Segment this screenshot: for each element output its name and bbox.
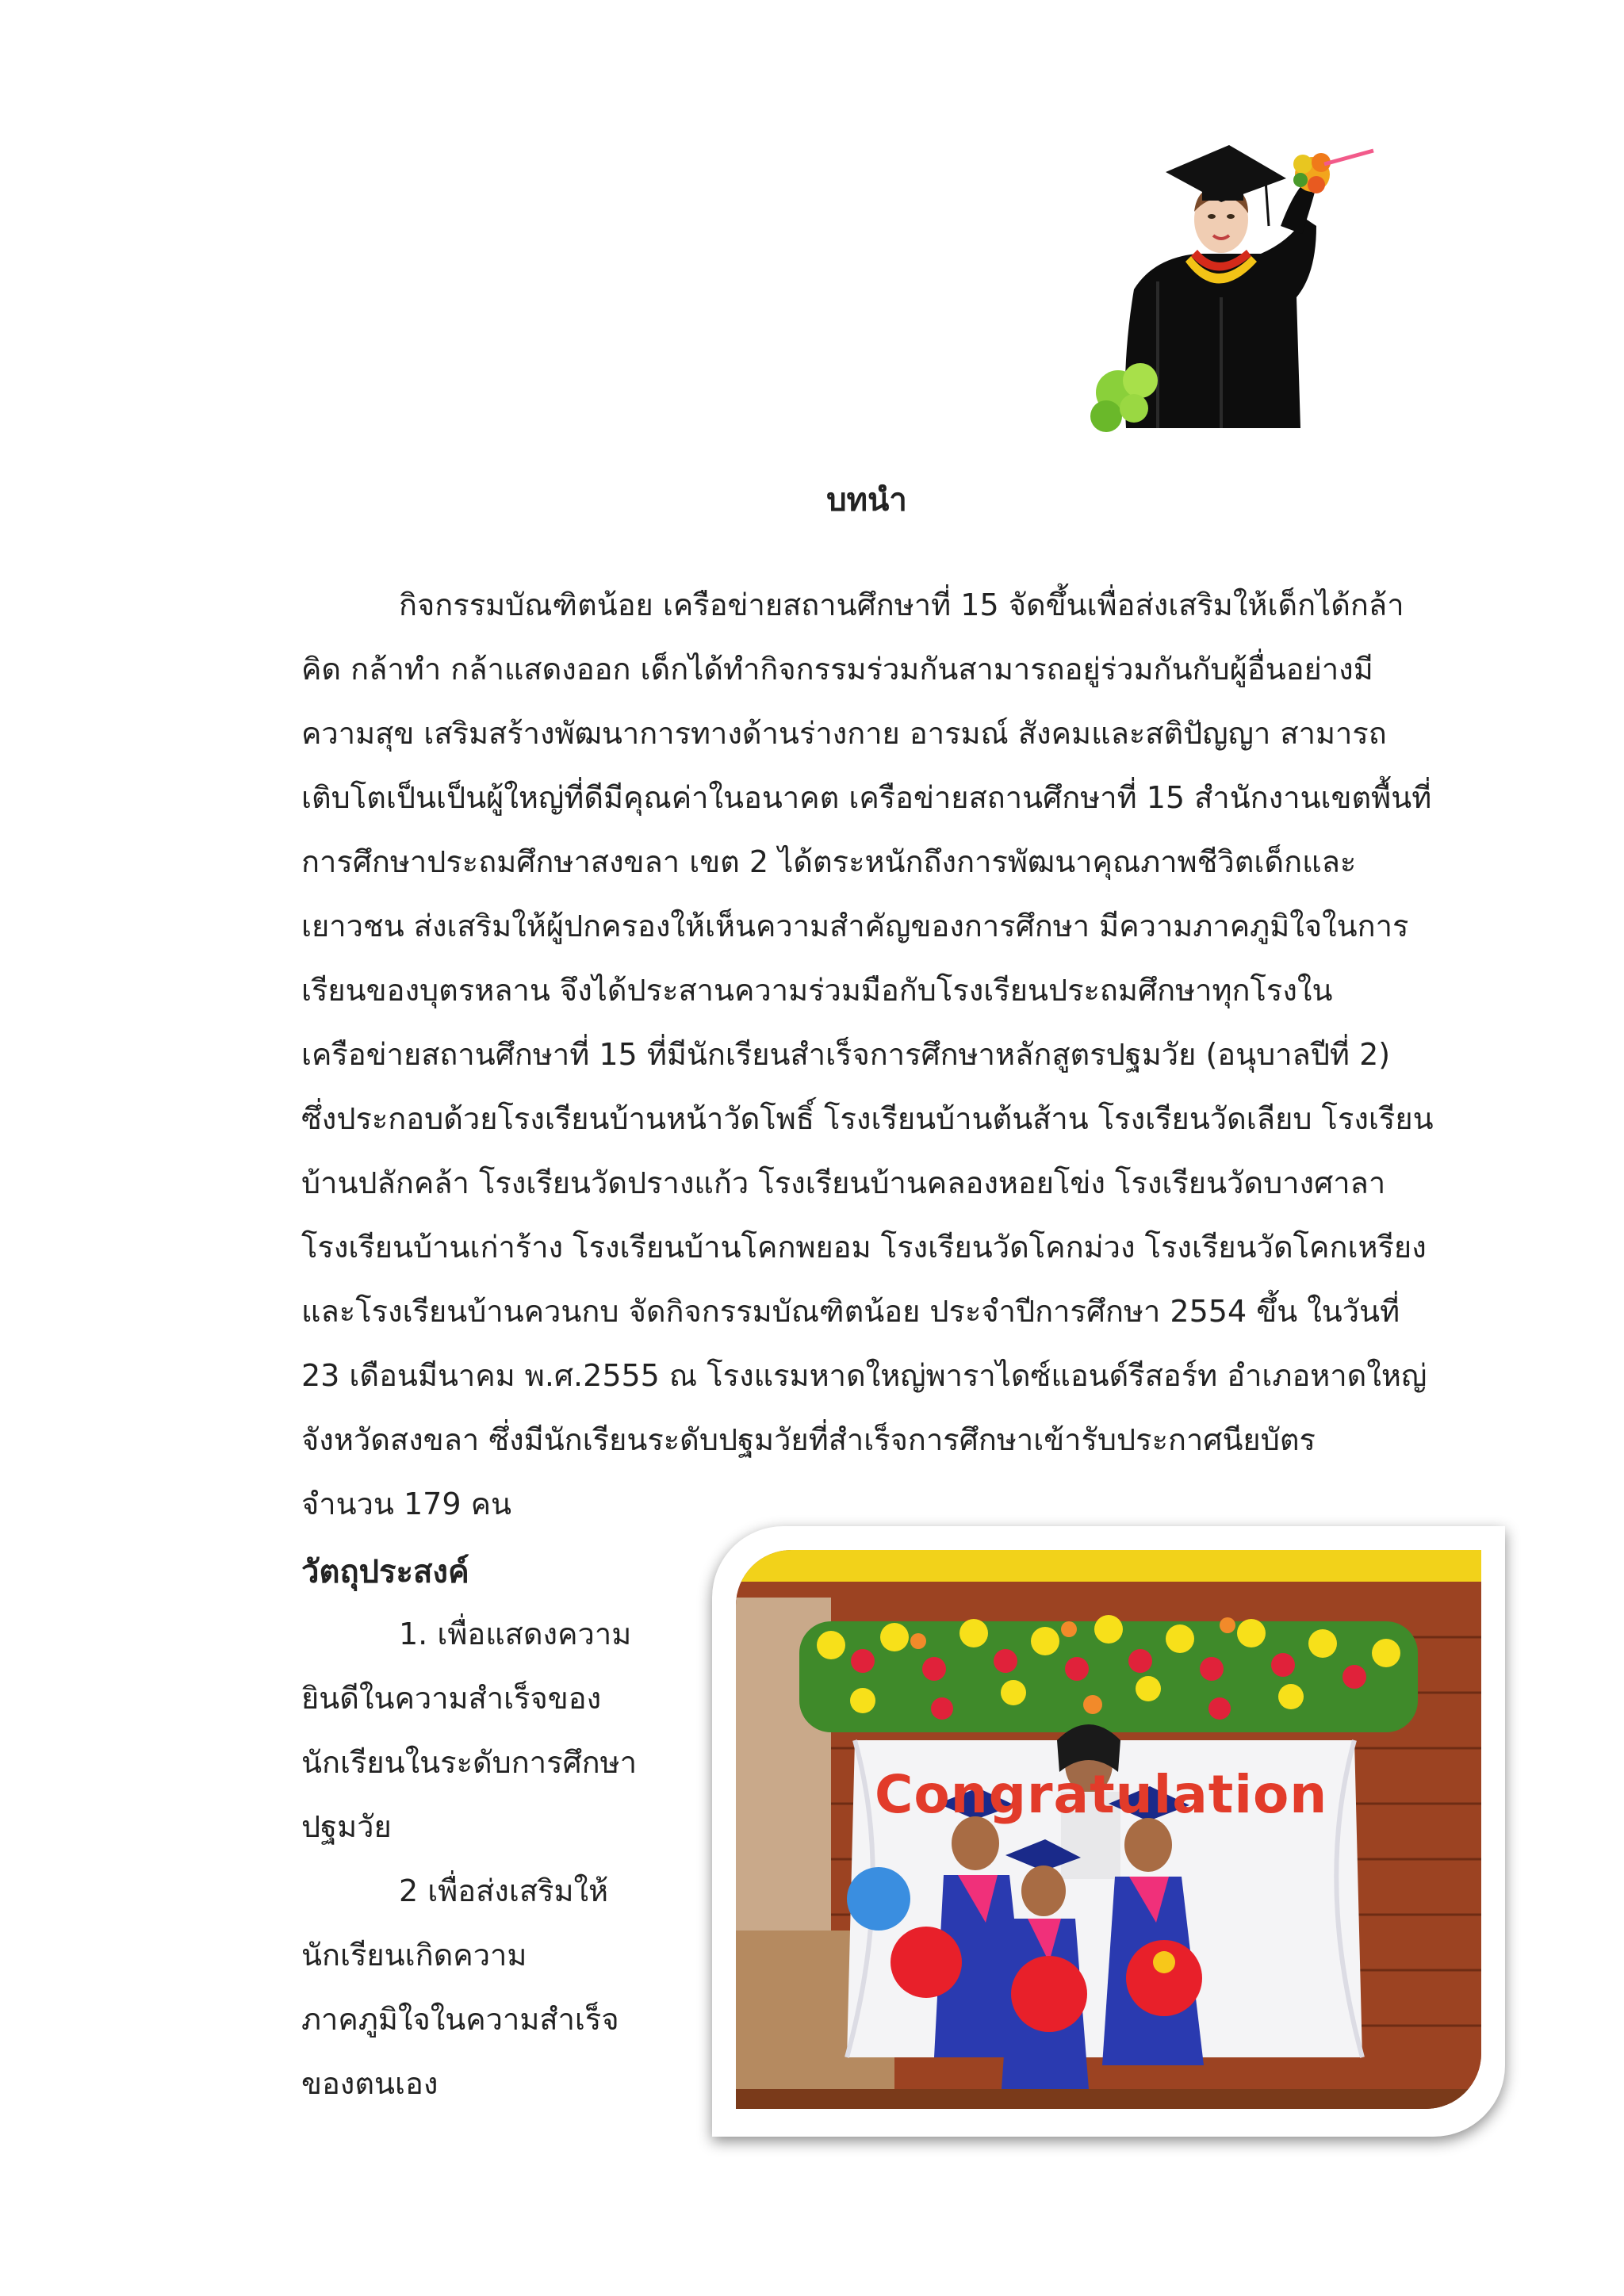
objective-line: ปฐมวัย [301,1809,392,1844]
intro-line: จังหวัดสงขลา ซึ่งมีนักเรียนระดับปฐมวัยที่สำเร็จการศึกษาเข้ารับประกาศนียบัตร [301,1422,1316,1457]
objective-line: นักเรียนในระดับการศึกษา [301,1745,638,1780]
intro-line: 23 เดือนมีนาคม พ.ศ.2555 ณ โรงแรมหาดใหญ่พาราไดซ์แอนด์รีสอร์ท อำเภอหาดใหญ่ [301,1358,1427,1393]
graduation-photo [736,1550,1481,2109]
objective-line: 2 เพื่อส่งเสริมให้ [399,1873,609,1908]
intro-line: เติบโตเป็นเป็นผู้ใหญ่ที่ดีมีคุณค่าในอนาคต เครือข่ายสถานศึกษาที่ 15 สำนักงานเขตพื้นที่ [301,780,1432,815]
objective-line: 1. เพื่อแสดงความ [399,1617,632,1651]
objectives-heading: วัตถุประสงค์ [301,1554,469,1590]
objective-line: นักเรียนเกิดความ [301,1938,527,1973]
graduation-photo-frame [712,1526,1505,2137]
objective-line: ของตนเอง [301,2066,439,2101]
intro-line: คิด กล้าทำ กล้าแสดงออก เด็กได้ทำกิจกรรมร่วมกันสามารถอยู่ร่วมกันกับผู้อื่นอย่างมี [301,652,1373,687]
intro-line: โรงเรียนบ้านเก่าร้าง โรงเรียนบ้านโคกพยอม โรงเรียนวัดโคกม่วง โรงเรียนวัดโคกเหรียง [301,1230,1427,1265]
intro-line: จำนวน 179 คน [301,1487,511,1521]
intro-line: เรียนของบุตรหลาน จึงได้ประสานความร่วมมือกับโรงเรียนประถมศึกษาทุกโรงใน [301,973,1333,1008]
intro-line: ซึ่งประกอบด้วยโรงเรียนบ้านหน้าวัดโพธิ์ โรงเรียนบ้านต้นส้าน โรงเรียนวัดเลียบ โรงเรียน [301,1101,1434,1136]
banner-text: Congratulation [875,1764,1328,1825]
intro-line: ความสุข เสริมสร้างพัฒนาการทางด้านร่างกาย อารมณ์ สังคมและสติปัญญา สามารถ [301,716,1387,751]
intro-line: และโรงเรียนบ้านควนกบ จัดกิจกรรมบัณฑิตน้อย ประจำปีการศึกษา 2554 ขึ้น ในวันที่ [301,1294,1400,1329]
objective-line: ภาคภูมิใจในความสำเร็จ [301,2002,619,2037]
intro-line: บ้านปลักคล้า โรงเรียนวัดปรางแก้ว โรงเรียนบ้านคลองหอยโข่ง โรงเรียนวัดบางศาลา [301,1165,1386,1200]
intro-line: เครือข่ายสถานศึกษาที่ 15 ที่มีนักเรียนสำเร็จการศึกษาหลักสูตรปฐมวัย (อนุบาลปีที่ 2) [301,1037,1391,1072]
intro-line: การศึกษาประถมศึกษาสงขลา เขต 2 ได้ตระหนักถึงการพัฒนาคุณภาพชีวิตเด็กและ [301,844,1357,879]
objective-line: ยินดีในความสำเร็จของ [301,1681,602,1716]
intro-line: เยาวชน ส่งเสริมให้ผู้ปกครองให้เห็นความสำคัญของการศึกษา มีความภาคภูมิใจในการ [301,909,1409,943]
intro-line: กิจกรรมบัณฑิตน้อย เครือข่ายสถานศึกษาที่ 15 จัดขึ้นเพื่อส่งเสริมให้เด็กได้กล้า [399,587,1404,622]
page-title: บทนำ [826,482,907,519]
graduate-illustration [1078,123,1396,440]
